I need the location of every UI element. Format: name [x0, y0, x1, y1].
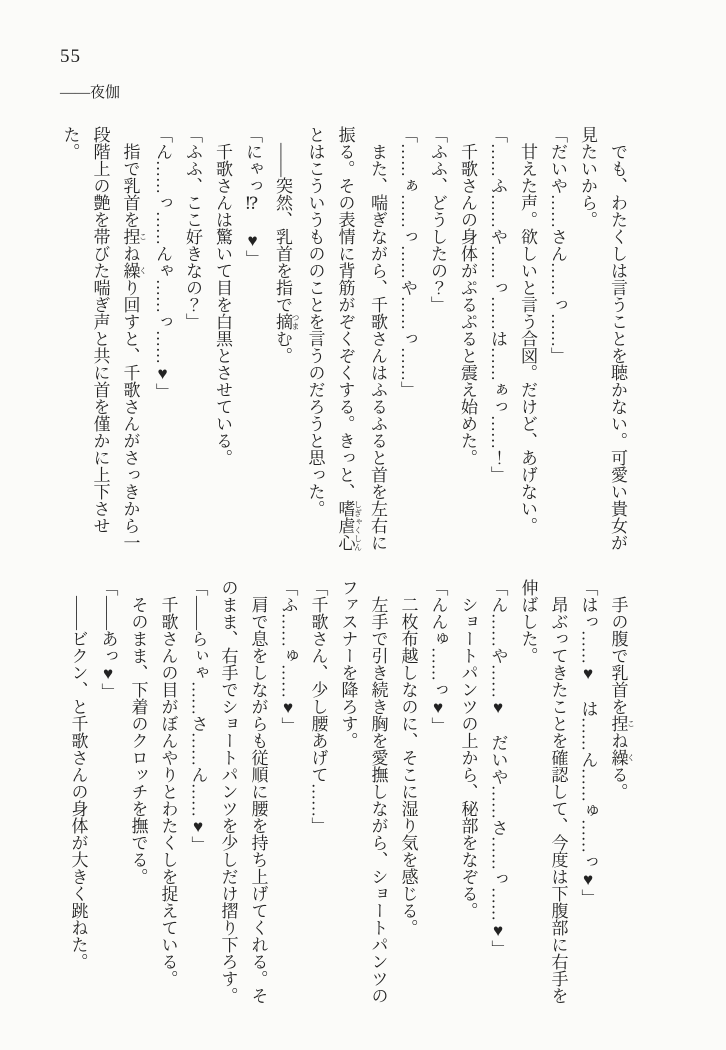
text-column: 千歌さんの身体がぷるぷると震え始めた。	[458, 143, 477, 466]
text-column: ——突然、乳首を指で摘 つまむ。	[273, 143, 300, 364]
text-column: 二枚布越しなのに、そこに湿り気を感じる。	[398, 596, 418, 936]
text-column: 「——あっ♥」	[98, 579, 118, 700]
text-block-lower	[63, 579, 636, 1004]
text-column: 「ふふ、どうしたの？」	[428, 126, 447, 313]
text-column: 「千歌さん、少し腰あげて……」	[308, 579, 328, 834]
text-column: 「——らぃゃ……さ……ん……♥」	[188, 579, 208, 853]
text-column: でも、わたくしは言うことを聴かない。可愛い貴女が	[608, 143, 627, 551]
ruby-annotated-word: 捏 こ	[120, 228, 148, 245]
text-column: 千歌さんは驚いて目を白黒とさせている。	[213, 143, 232, 466]
text-column: 「にゃっ⁉ ♥」	[243, 126, 262, 267]
text-column: 「ふふ、ここ好きなの？」	[183, 126, 202, 330]
text-column: そのまま、下着のクロッチを撫でる。	[128, 596, 148, 885]
text-column: た。	[60, 126, 80, 160]
page-number: 55	[60, 46, 81, 67]
text-column: また、喘ぎながら、千歌さんはふるふると首を左右に	[368, 143, 387, 551]
text-column: のまま、右手でショートパンツを少しだけ摺り下ろす。	[218, 579, 238, 1004]
text-column: 振る。その表情に背筋がぞくぞくする。きっと、嗜虐心 しぎゃくしん	[335, 126, 363, 551]
text-column: ファスナーを降ろす。	[338, 579, 358, 749]
text-column: 肩で息をしながらも従順に腰を持ち上げてくれる。そ	[248, 596, 268, 1004]
text-column: 千歌さんの目がぼんやりとわたくしを捉えている。	[158, 596, 178, 987]
ruby-annotated-word: 嗜虐心 しぎゃくしん	[335, 500, 363, 551]
text-column: ショートパンツの上から、秘部をなぞる。	[458, 596, 478, 919]
text-column: 見たいから。	[578, 126, 597, 228]
text-column: 昂ぶってきたことを確認して、今度は下腹部に右手を	[548, 596, 568, 1004]
text-column: 指で乳首を捏 こね繰 くり回すと、千歌さんがさっきから一	[120, 143, 148, 551]
running-head: ——夜伽	[60, 85, 121, 101]
text-column: 「……ぁ……っ……や……っ……」	[398, 126, 417, 398]
text-column: 「だいや……さん……っ……」	[548, 126, 567, 364]
text-column: 左手で引き続き胸を愛撫しながら、ショートパンツの	[368, 596, 388, 1004]
ruby-annotated-word: 捏 こ	[608, 715, 636, 732]
text-column: 「……ふ……や……っ……は……ぁっ……！」	[488, 126, 507, 483]
text-column: ——ビクン、と千歌さんの身体が大きく跳ねた。	[68, 596, 88, 970]
text-column: 段階上の艶を帯びた喘ぎ声と共に首を僅かに上下させ	[90, 126, 110, 534]
ruby-annotated-word: 繰 く	[120, 262, 148, 279]
ruby-annotated-word: 繰 く	[608, 749, 636, 766]
text-column: とはこういうもののことを言うのだろうと思った。	[305, 126, 325, 517]
text-column: 「ふ……ゅ……♥」	[278, 579, 298, 734]
text-column: 甘えた声。欲しいと言う合図。だけど、あげない。	[518, 143, 537, 534]
text-column: 「ん……や……♥ だいや……さ……っ……♥」	[488, 579, 508, 957]
ruby-annotated-word: 摘 つま	[273, 313, 300, 330]
text-column: 「はっ……♥ は……ん……ゅ……っ♥」	[578, 579, 598, 906]
text-column: 「ん……っ……んゃ……っ……♥」	[153, 126, 172, 400]
text-column: 「んんゅ……っ♥」	[428, 579, 448, 734]
text-column: 伸ばした。	[518, 579, 538, 664]
text-block-upper	[55, 126, 633, 551]
text-column: 手の腹で乳首を捏 こね繰 くる。	[608, 596, 636, 800]
